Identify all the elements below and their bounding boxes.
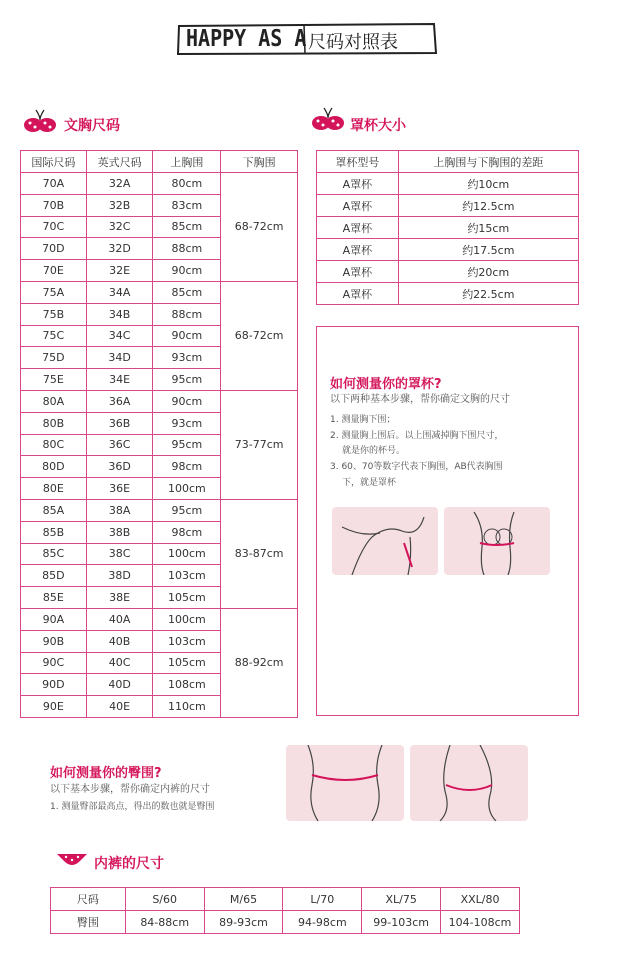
col-header: 上胸围与下胸围的差距 xyxy=(398,151,578,173)
cup-type-cell: A罩杯 xyxy=(317,195,399,217)
hip-howto-title: 如何测量你的臀围? xyxy=(50,766,162,781)
bra-size-table xyxy=(20,150,298,718)
hip-howto-subtitle: 以下基本步骤，帮你确定内裤的尺寸 xyxy=(50,784,210,795)
uk-size-cell: 36B xyxy=(86,412,153,434)
bra-section-title: 文胸尺码 xyxy=(64,118,120,134)
bust-cell: 95cm xyxy=(153,434,221,456)
uk-size-cell: 38A xyxy=(86,499,153,521)
bust-cell: 80cm xyxy=(153,173,221,195)
bust-cell: 85cm xyxy=(153,281,221,303)
uk-size-cell: 32A xyxy=(86,173,153,195)
bra-icon xyxy=(22,108,58,134)
bust-cell: 105cm xyxy=(153,587,221,609)
bust-cell: 98cm xyxy=(153,521,221,543)
briefs-size-table xyxy=(50,887,520,934)
table-row xyxy=(21,499,298,521)
uk-size-cell: 34D xyxy=(86,347,153,369)
table-row xyxy=(21,173,298,195)
intl-size-cell: 80E xyxy=(21,478,87,500)
cup-section-title: 罩杯大小 xyxy=(350,118,406,134)
col-header: 上胸围 xyxy=(153,151,221,173)
cup-difference-cell: 约17.5cm xyxy=(398,239,578,261)
uk-size-cell: 32B xyxy=(86,194,153,216)
intl-size-cell: 85C xyxy=(21,543,87,565)
underbust-cell: 88-92cm xyxy=(221,608,298,717)
cup-howto-step: 2. 测量胸上围后。以上围减掉胸下围尺寸， xyxy=(330,431,504,441)
cup-size-table xyxy=(316,150,579,305)
table-row xyxy=(317,261,579,283)
cup-difference-cell: 约10cm xyxy=(398,173,578,195)
briefs-size-cell: XXL/80 xyxy=(441,888,520,911)
uk-size-cell: 40C xyxy=(86,652,153,674)
measure-underbust-illustration xyxy=(332,507,438,575)
table-row xyxy=(21,281,298,303)
intl-size-cell: 90D xyxy=(21,674,87,696)
intl-size-cell: 80A xyxy=(21,390,87,412)
bust-cell: 103cm xyxy=(153,565,221,587)
bust-cell: 110cm xyxy=(153,696,221,718)
table-row xyxy=(21,608,298,630)
bust-cell: 93cm xyxy=(153,347,221,369)
cup-difference-cell: 约22.5cm xyxy=(398,283,578,305)
intl-size-cell: 70E xyxy=(21,260,87,282)
cup-howto-subtitle: 以下两种基本步骤，帮你确定文胸的尺寸 xyxy=(330,394,510,405)
cup-type-cell: A罩杯 xyxy=(317,173,399,195)
uk-size-cell: 32C xyxy=(86,216,153,238)
cup-howto-title: 如何测量你的罩杯? xyxy=(330,377,442,392)
cup-table-header-row xyxy=(317,151,579,173)
intl-size-cell: 70A xyxy=(21,173,87,195)
cup-type-cell: A罩杯 xyxy=(317,217,399,239)
intl-size-cell: 90A xyxy=(21,608,87,630)
briefs-size-cell: XL/75 xyxy=(362,888,441,911)
uk-size-cell: 36E xyxy=(86,478,153,500)
underbust-cell: 73-77cm xyxy=(221,390,298,499)
intl-size-cell: 70D xyxy=(21,238,87,260)
page-title: 尺码对照表 xyxy=(308,32,398,53)
bust-cell: 108cm xyxy=(153,674,221,696)
briefs-hip-cell: 84-88cm xyxy=(125,911,204,934)
intl-size-cell: 90E xyxy=(21,696,87,718)
cup-type-cell: A罩杯 xyxy=(317,283,399,305)
uk-size-cell: 36A xyxy=(86,390,153,412)
briefs-hip-cell: 94-98cm xyxy=(283,911,362,934)
col-header: 罩杯型号 xyxy=(317,151,399,173)
bust-cell: 90cm xyxy=(153,325,221,347)
briefs-size-row xyxy=(51,888,520,911)
briefs-section-title: 内裤的尺寸 xyxy=(94,856,164,872)
uk-size-cell: 38C xyxy=(86,543,153,565)
intl-size-cell: 75E xyxy=(21,369,87,391)
intl-size-cell: 85D xyxy=(21,565,87,587)
table-row xyxy=(317,195,579,217)
brand-logo-text: HAPPY AS A xyxy=(186,24,307,52)
bust-cell: 100cm xyxy=(153,608,221,630)
table-row xyxy=(317,283,579,305)
intl-size-cell: 75B xyxy=(21,303,87,325)
uk-size-cell: 40A xyxy=(86,608,153,630)
bust-cell: 100cm xyxy=(153,478,221,500)
underbust-cell: 68-72cm xyxy=(221,173,298,282)
measure-hip-side-illustration xyxy=(410,745,528,821)
bust-cell: 95cm xyxy=(153,369,221,391)
briefs-size-cell: S/60 xyxy=(125,888,204,911)
briefs-hip-cell: 89-93cm xyxy=(204,911,283,934)
cup-howto-step: 就是你的杯号。 xyxy=(342,446,406,456)
uk-size-cell: 38E xyxy=(86,587,153,609)
underbust-cell: 83-87cm xyxy=(221,499,298,608)
table-row xyxy=(317,239,579,261)
bra-icon xyxy=(310,106,346,132)
bust-cell: 90cm xyxy=(153,260,221,282)
table-row xyxy=(317,217,579,239)
hip-howto-step: 1. 测量臀部最高点，得出的数也就是臀围 xyxy=(50,802,215,812)
uk-size-cell: 38D xyxy=(86,565,153,587)
briefs-hip-cell: 104-108cm xyxy=(441,911,520,934)
bust-cell: 95cm xyxy=(153,499,221,521)
briefs-icon xyxy=(56,851,88,869)
uk-size-cell: 40E xyxy=(86,696,153,718)
cup-difference-cell: 约12.5cm xyxy=(398,195,578,217)
bust-cell: 88cm xyxy=(153,303,221,325)
cup-type-cell: A罩杯 xyxy=(317,261,399,283)
uk-size-cell: 40B xyxy=(86,630,153,652)
briefs-hip-row xyxy=(51,911,520,934)
measure-hip-front-illustration xyxy=(286,745,404,821)
cup-type-cell: A罩杯 xyxy=(317,239,399,261)
col-header: 国际尺码 xyxy=(21,151,87,173)
intl-size-cell: 80D xyxy=(21,456,87,478)
uk-size-cell: 32D xyxy=(86,238,153,260)
uk-size-cell: 32E xyxy=(86,260,153,282)
briefs-row-label: 臀围 xyxy=(51,911,126,934)
intl-size-cell: 70C xyxy=(21,216,87,238)
uk-size-cell: 40D xyxy=(86,674,153,696)
intl-size-cell: 90B xyxy=(21,630,87,652)
briefs-hip-cell: 99-103cm xyxy=(362,911,441,934)
uk-size-cell: 36C xyxy=(86,434,153,456)
briefs-row-label: 尺码 xyxy=(51,888,126,911)
bust-cell: 103cm xyxy=(153,630,221,652)
intl-size-cell: 80B xyxy=(21,412,87,434)
bust-cell: 105cm xyxy=(153,652,221,674)
uk-size-cell: 34C xyxy=(86,325,153,347)
bust-cell: 90cm xyxy=(153,390,221,412)
bust-cell: 93cm xyxy=(153,412,221,434)
intl-size-cell: 85A xyxy=(21,499,87,521)
briefs-size-cell: M/65 xyxy=(204,888,283,911)
uk-size-cell: 38B xyxy=(86,521,153,543)
uk-size-cell: 36D xyxy=(86,456,153,478)
uk-size-cell: 34B xyxy=(86,303,153,325)
uk-size-cell: 34A xyxy=(86,281,153,303)
uk-size-cell: 34E xyxy=(86,369,153,391)
bust-cell: 83cm xyxy=(153,194,221,216)
col-header: 下胸围 xyxy=(221,151,298,173)
col-header: 英式尺码 xyxy=(86,151,153,173)
cup-difference-cell: 约20cm xyxy=(398,261,578,283)
bra-table-header-row xyxy=(21,151,298,173)
intl-size-cell: 80C xyxy=(21,434,87,456)
underbust-cell: 68-72cm xyxy=(221,281,298,390)
table-row xyxy=(317,173,579,195)
intl-size-cell: 85B xyxy=(21,521,87,543)
bust-cell: 85cm xyxy=(153,216,221,238)
cup-howto-step: 3. 60、70等数字代表下胸围，AB代表胸围 xyxy=(330,462,503,472)
intl-size-cell: 70B xyxy=(21,194,87,216)
bust-cell: 100cm xyxy=(153,543,221,565)
briefs-size-cell: L/70 xyxy=(283,888,362,911)
bust-cell: 98cm xyxy=(153,456,221,478)
cup-howto-step: 1. 测量胸下围； xyxy=(330,415,396,425)
bust-cell: 88cm xyxy=(153,238,221,260)
intl-size-cell: 75C xyxy=(21,325,87,347)
measure-bust-illustration xyxy=(444,507,550,575)
intl-size-cell: 75D xyxy=(21,347,87,369)
table-row xyxy=(21,390,298,412)
cup-difference-cell: 约15cm xyxy=(398,217,578,239)
intl-size-cell: 85E xyxy=(21,587,87,609)
cup-howto-step: 下，就是罩杯 xyxy=(342,478,397,488)
intl-size-cell: 75A xyxy=(21,281,87,303)
intl-size-cell: 90C xyxy=(21,652,87,674)
